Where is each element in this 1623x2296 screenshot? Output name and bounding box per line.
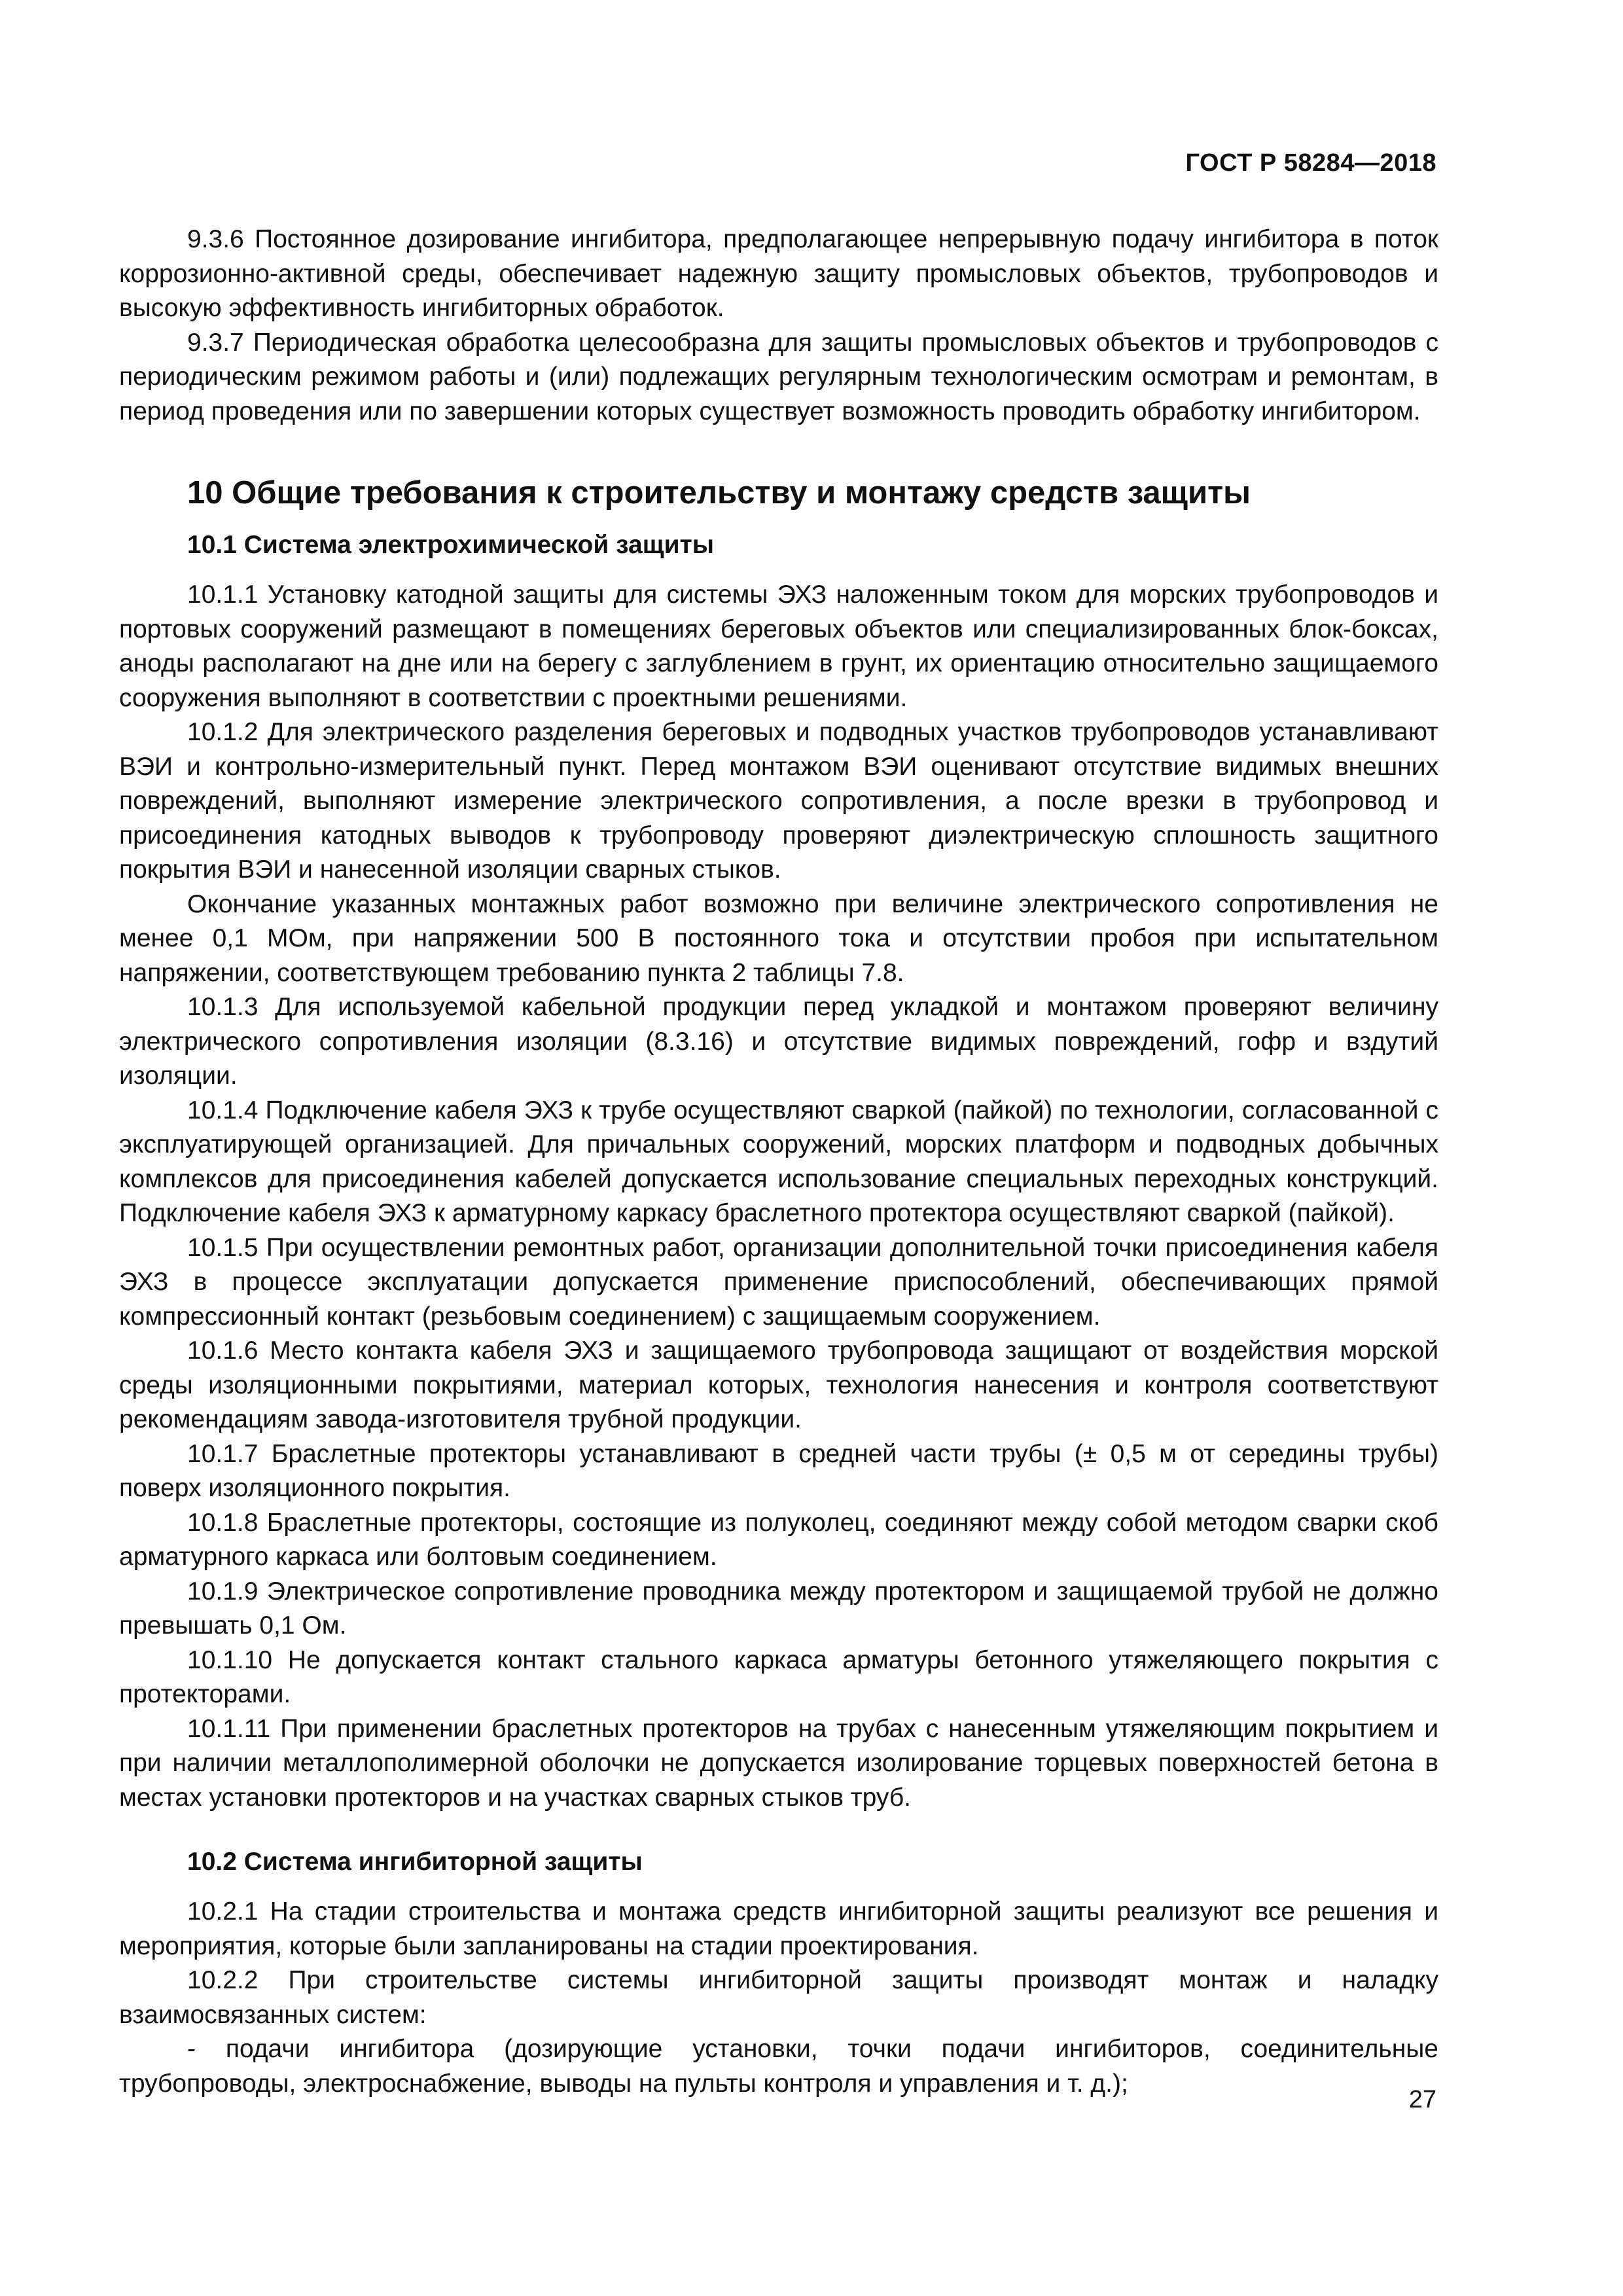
paragraph-10-1-3: 10.1.3 Для используемой кабельной продукции перед укладкой и монтажом проверяют величину электрического сопротивления изоляции (8.3.16) и отсутствие видимых повреждений, гофр и вздутий изоляции. bbox=[119, 993, 1438, 1090]
paragraph-10-1-7: 10.1.7 Браслетные протекторы устанавливают в средней части трубы (± 0,5 м от середины трубы) поверх изоляционного покрытия. bbox=[119, 1439, 1438, 1502]
subsection-heading-10-1: 10.1 Система электрохимической защиты bbox=[187, 531, 715, 559]
paragraph-9-3-6: 9.3.6 Постоянное дозирование ингибитора, предполагающее непрерывную подачу ингибитора в поток коррозионно-активной среды, обеспечивает надежную защиту промысловых объектов, трубопроводов и высокую эффективность ингибиторных обработок. bbox=[119, 225, 1438, 322]
page-number: 27 bbox=[1408, 2086, 1436, 2113]
section-heading-10: 10 Общие требования к строительству и монтажу средств защиты bbox=[187, 475, 1251, 511]
paragraph-10-1-2-cont: Окончание указанных монтажных работ возможно при величине электрического сопротивления не менее 0,1 МОм, при напряжении 500 В постоянного тока и отсутствии пробоя при испытательном напряжении, соответствующем требованию пункта 2 таблицы 7.8. bbox=[119, 889, 1438, 987]
page-content bbox=[119, 223, 1438, 2101]
paragraph-10-1-8: 10.1.8 Браслетные протекторы, состоящие из полуколец, соединяют между собой методом сварки скоб арматурного каркаса или болтовым соединением. bbox=[119, 1508, 1438, 1571]
paragraph-10-1-1: 10.1.1 Установку катодной защиты для системы ЭХЗ наложенным током для морских трубопроводов и портовых сооружений размещают в помещениях береговых объектов или специализированных блок-боксах, аноды располагают на дне или на берегу с заглублением в грунт, их ориентацию относительно защищаемого сооружения выполняют в соответствии с проектными решениями. bbox=[119, 581, 1438, 712]
paragraph-10-1-10: 10.1.10 Не допускается контакт стального каркаса арматуры бетонного утяжеляющего покрытия с протекторами. bbox=[119, 1645, 1438, 1708]
paragraph-10-1-9: 10.1.9 Электрическое сопротивление проводника между протектором и защищаемой трубой не должно превышать 0,1 Ом. bbox=[119, 1577, 1438, 1640]
paragraph-10-2-2: 10.2.2 При строительстве системы ингибиторной защиты производят монтаж и наладку взаимосвязанных систем: bbox=[119, 1966, 1438, 2029]
paragraph-10-1-4: 10.1.4 Подключение кабеля ЭХЗ к трубе осуществляют сваркой (пайкой) по технологии, согласованной с эксплуатирующей организацией. Для причальных сооружений, морских платформ и подводных добычных комплексов для присоединения кабелей допускается использование специальных переходных конструкций. Подключение кабеля ЭХЗ к арматурному каркасу браслетного протектора осуществляют сваркой (пайкой). bbox=[119, 1096, 1438, 1227]
paragraph-10-2-1: 10.2.1 На стадии строительства и монтажа средств ингибиторной защиты реализуют все решения и мероприятия, которые были запланированы на стадии проектирования. bbox=[119, 1897, 1438, 1960]
subsection-heading-10-2: 10.2 Система ингибиторной защиты bbox=[187, 1848, 643, 1876]
document-code: ГОСТ Р 58284—2018 bbox=[1185, 149, 1436, 177]
paragraph-10-1-5: 10.1.5 При осуществлении ремонтных работ, организации дополнительной точки присоединения кабеля ЭХЗ в процессе эксплуатации допускается применение приспособлений, обеспечивающих прямой компрессионный контакт (резьбовым соединением) с защищаемым сооружением. bbox=[119, 1233, 1438, 1331]
paragraph-10-1-2: 10.1.2 Для электрического разделения береговых и подводных участков трубопроводов устанавливают ВЭИ и контрольно-измерительный пункт. Перед монтажом ВЭИ оценивают отсутствие видимых внешних повреждений, выполняют измерение электрического сопротивления, а после врезки в трубопровод и присоединения катодных выводов к трубопроводу проверяют диэлектрическую сплошность защитного покрытия ВЭИ и нанесенной изоляции сварных стыков. bbox=[119, 718, 1438, 884]
paragraph-10-1-11: 10.1.11 При применении браслетных протекторов на трубах с нанесенным утяжеляющим покрытием и при наличии металлополимерной оболочки не допускается изолирование торцевых поверхностей бетона в местах установки протекторов и на участках сварных стыков труб. bbox=[119, 1714, 1438, 1812]
paragraph-9-3-7: 9.3.7 Периодическая обработка целесообразна для защиты промысловых объектов и трубопроводов с периодическим режимом работы и (или) подлежащих регулярным технологическим осмотрам и ремонтам, в период проведения или по завершении которых существует возможность проводить обработку ингибитором. bbox=[119, 328, 1438, 425]
list-item-inhibitor-feed: - подачи ингибитора (дозирующие установки, точки подачи ингибиторов, соединительные трубопроводы, электроснабжение, выводы на пульты контроля и управления и т. д.); bbox=[119, 2035, 1438, 2098]
paragraph-10-1-6: 10.1.6 Место контакта кабеля ЭХЗ и защищаемого трубопровода защищают от воздействия морской среды изоляционными покрытиями, материал которых, технология нанесения и контроля соответствуют рекомендациям завода-изготовителя трубной продукции. bbox=[119, 1336, 1438, 1433]
